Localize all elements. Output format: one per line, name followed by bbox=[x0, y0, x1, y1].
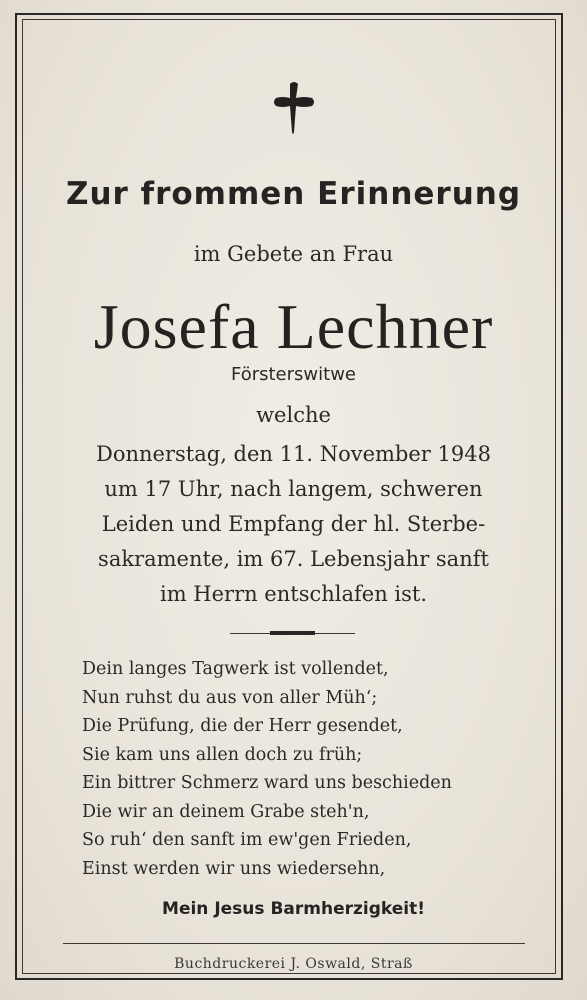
body-line: Donnerstag, den 11. November 1948 bbox=[96, 442, 491, 466]
deceased-name: Josefa Lechner bbox=[93, 291, 494, 362]
poem-line: Nun ruhst du aus von aller Müh‘; bbox=[82, 687, 378, 708]
poem-line: Sie kam uns allen doch zu früh; bbox=[82, 744, 363, 765]
poem-line: So ruh‘ den sanft im ew'gen Frieden, bbox=[82, 830, 412, 850]
body-line: sakramente, im 67. Lebensjahr sanft bbox=[98, 547, 489, 571]
cross-icon bbox=[30, 80, 557, 140]
closing-prayer: Mein Jesus Barmherzigkeit! bbox=[162, 899, 425, 919]
relative-clause: welche bbox=[256, 403, 331, 427]
poem-line: Einst werden wir uns wiedersehn, bbox=[82, 858, 386, 879]
poem-line: Die Prüfung, die der Herr gesendet, bbox=[82, 716, 403, 736]
card-content bbox=[30, 0, 557, 1000]
card-heading: Zur frommen Erinnerung bbox=[65, 176, 522, 212]
death-notice-text bbox=[30, 437, 557, 612]
deceased-title: Försterswitwe bbox=[231, 364, 356, 385]
poem-line: Dein langes Tagwerk ist vollendet, bbox=[82, 659, 389, 679]
poem-line: Ein bittrer Schmerz ward uns beschieden bbox=[82, 773, 452, 793]
printer-imprint: Buchdruckerei J. Oswald, Straß bbox=[174, 956, 413, 971]
poem-line: Die wir an deinem Grabe steh'n, bbox=[82, 801, 370, 822]
ornamental-divider-center bbox=[270, 631, 315, 635]
body-line: Leiden und Empfang der hl. Sterbe- bbox=[101, 512, 486, 536]
body-line: um 17 Uhr, nach langem, schweren bbox=[104, 477, 483, 501]
bottom-rule bbox=[63, 943, 525, 944]
memorial-poem bbox=[82, 655, 452, 883]
card-subheading: im Gebete an Frau bbox=[193, 242, 394, 266]
body-line: im Herrn entschlafen ist. bbox=[159, 582, 428, 606]
